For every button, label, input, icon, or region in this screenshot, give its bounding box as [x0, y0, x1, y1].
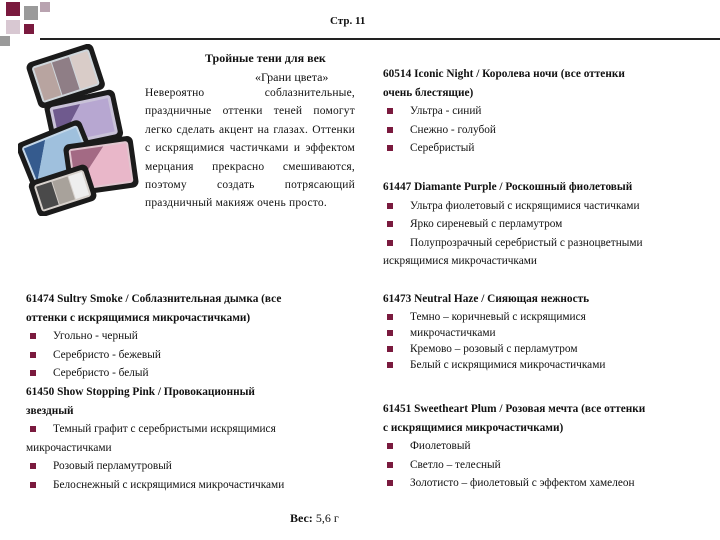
shade-item: Розовый перламутровый: [26, 457, 326, 476]
decor-square: [6, 20, 20, 34]
weight-value: 5,6 г: [315, 511, 339, 525]
shade-header-line: с искрящимися микрочастичками): [383, 421, 564, 434]
shade-item: Белоснежный с искрящимися микрочастичками: [26, 476, 326, 495]
shade-item: Ультра - синий: [383, 102, 713, 121]
shade-item-continuation: [383, 325, 713, 341]
shade-header-line: 60514 Iconic Night / Королева ночи (все оттенки: [383, 68, 625, 80]
shade-item: Золотисто – фиолетовый с эффектом хамелеон: [383, 474, 713, 493]
decor-square: [24, 24, 34, 34]
shade-item-continuation-text: микрочастичками: [410, 326, 496, 339]
shade-item: Угольно - черный: [26, 327, 326, 346]
shade-block-iconic-night: [383, 65, 713, 158]
product-subtitle: «Грани цвета»: [255, 70, 329, 84]
shade-header-line: 61451 Sweetheart Plum / Розовая мечта (все оттенки: [383, 403, 646, 415]
shade-item: Фиолетовый: [383, 437, 713, 456]
shade-header-line: звездный: [26, 404, 74, 417]
shade-block-neutral-haze: [383, 290, 713, 373]
shade-header-line: 61473 Neutral Haze / Сияющая нежность: [383, 293, 590, 305]
product-weight: [290, 511, 339, 526]
shade-item-continuation: микрочастичками: [26, 441, 112, 454]
shade-item-continuation: искрящимися микрочастичками: [383, 255, 537, 268]
shade-item: Ярко сиреневый с перламутром: [383, 215, 713, 234]
shade-header-line: 61447 Diamante Purple / Роскошный фиолетовый: [383, 181, 633, 193]
shade-item: Кремово – розовый с перламутром: [383, 341, 713, 357]
shade-item: Полупрозрачный серебристый с разноцветными: [383, 234, 713, 253]
shade-item: Серебристый: [383, 139, 713, 158]
decor-square: [6, 2, 20, 16]
shade-item: Темный графит с серебристыми искрящимися: [26, 420, 326, 439]
header-divider: [40, 38, 720, 40]
shade-header-line: очень блестящие): [383, 86, 474, 99]
eyeshadow-compacts-image: [18, 44, 148, 216]
shade-item: Светло – телесный: [383, 456, 713, 475]
decor-square: [40, 2, 50, 12]
shade-header-line: оттенки с искрящимися микрочастичками): [26, 311, 251, 324]
shade-header-line: 61474 Sultry Smoke / Соблазнительная дымка (все: [26, 293, 282, 305]
shade-item: Снежно - голубой: [383, 121, 713, 140]
weight-label: Вес:: [290, 511, 313, 525]
shade-item: Ультра фиолетовый с искрящимися частичками: [383, 197, 713, 216]
shade-block-diamante-purple: [383, 178, 713, 271]
shade-block-sweetheart-plum: [383, 400, 713, 493]
product-title: Тройные тени для век: [205, 51, 326, 65]
shade-item: Серебристо - белый: [26, 364, 326, 383]
product-description: Невероятно соблазнительные, праздничные оттенки теней помогут легко сделать акцент на глазах. Оттенки с искрящимися частичками и эффектом мерцания прекрасно смешиваются, поэтому создать потрясающий праздничный макияж очень просто.: [145, 87, 355, 210]
decor-square: [24, 6, 38, 20]
decor-square: [0, 36, 10, 46]
shade-block-sultry-smoke: [26, 290, 326, 495]
shade-item: Белый с искрящимися микрочастичками: [383, 357, 713, 373]
shade-header-line: 61450 Show Stopping Pink / Провокационный: [26, 385, 255, 398]
page-number: Стр. 11: [330, 15, 366, 27]
shade-item: Темно – коричневый с искрящимися: [383, 309, 713, 325]
shade-item: Серебристо - бежевый: [26, 346, 326, 365]
